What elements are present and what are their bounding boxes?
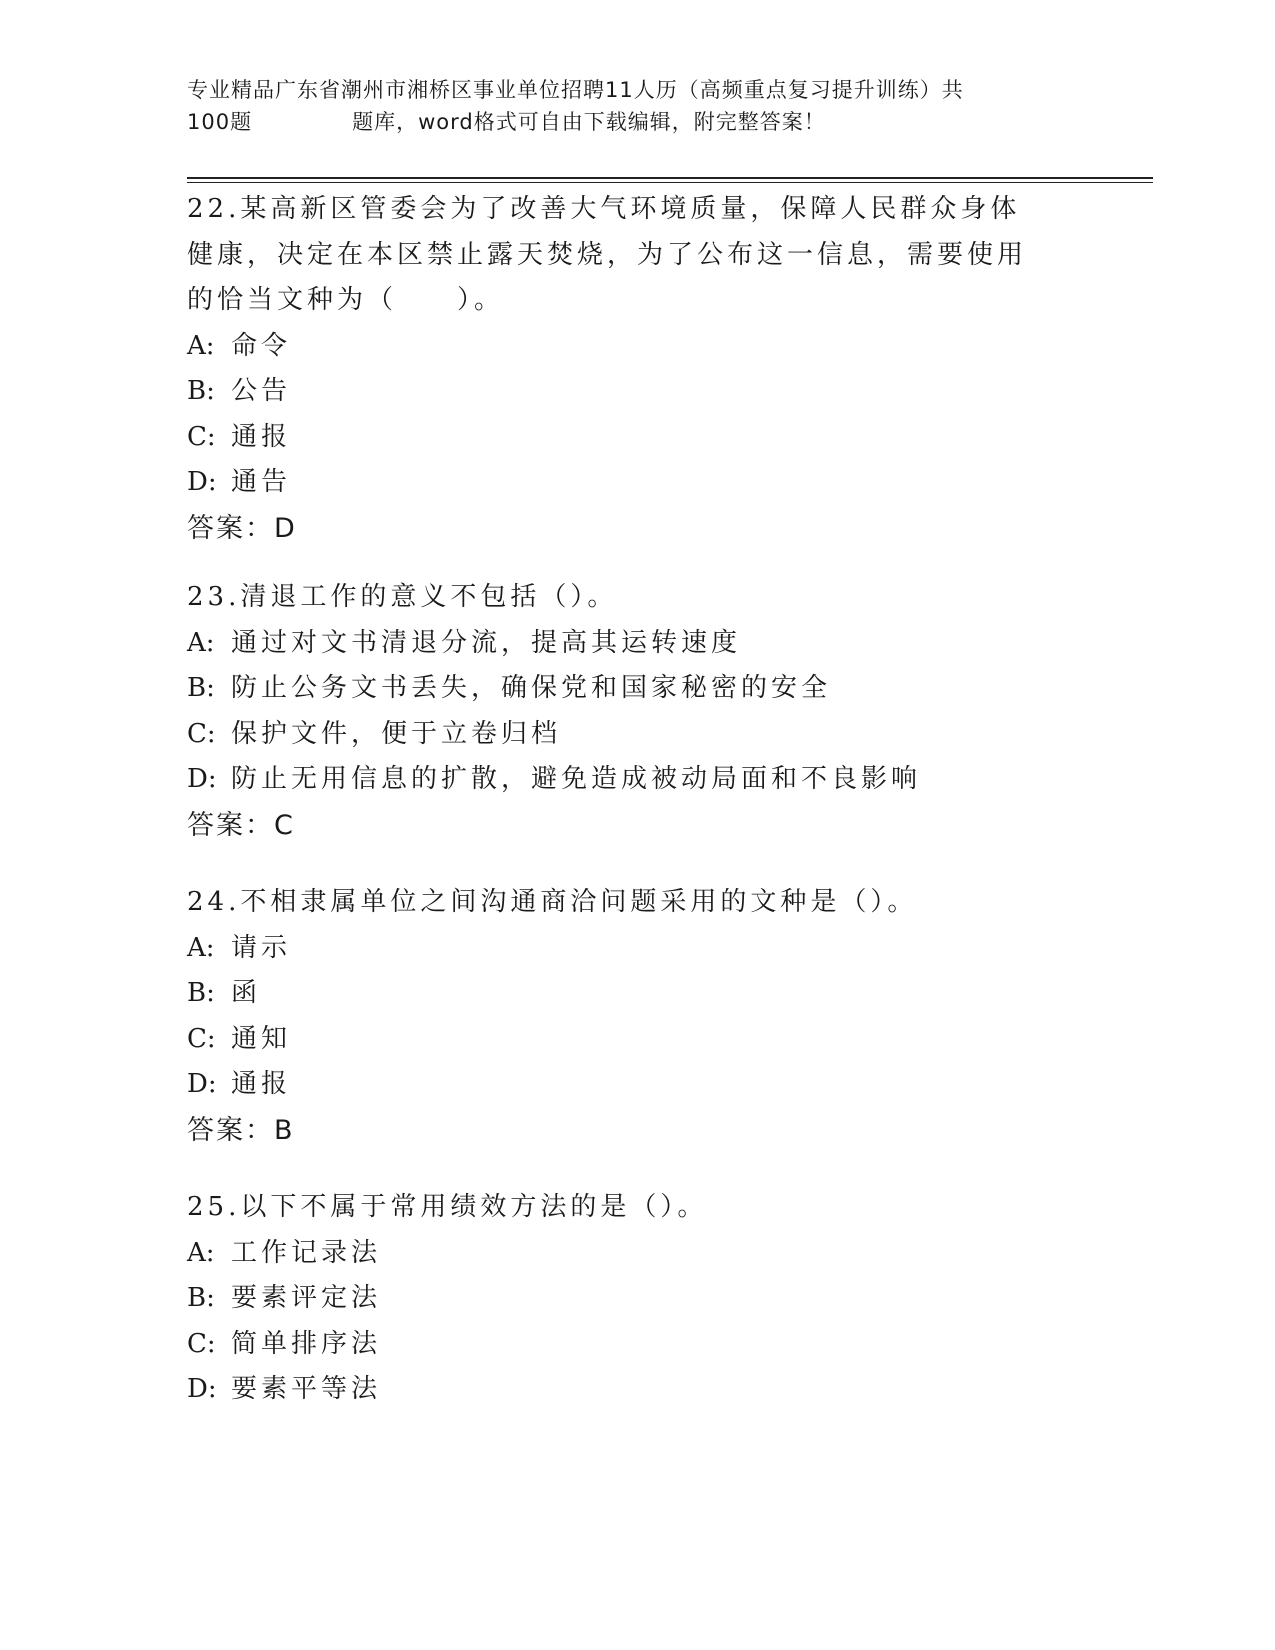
option-text: 防止公务文书丢失，确保党和国家秘密的安全	[231, 673, 832, 703]
option-text: 通报	[231, 421, 292, 452]
document-header	[187, 74, 1087, 138]
option-letter: C:	[187, 718, 216, 749]
option-a	[187, 621, 1147, 667]
option-letter: A:	[187, 1237, 215, 1268]
option-text: 防止无用信息的扩散，避免造成被动局面和不良影响	[231, 764, 922, 794]
option-letter: C:	[187, 1328, 216, 1359]
option-d	[187, 460, 1147, 506]
question-stem: 22.某高新区管委会为了改善大气环境质量，保障人民群众身体健康，决定在本区禁止露天焚烧，为了公布这一信息，需要使用的恰当文种为（ ）。	[187, 194, 1028, 315]
header-question-count: 100题	[187, 110, 253, 134]
question-23	[187, 575, 1147, 848]
answer: 答案：C	[187, 809, 295, 841]
option-text: 通过对文书清退分流，提高其运转速度	[231, 627, 742, 658]
option-text: 通告	[231, 467, 292, 497]
question-25	[187, 1185, 1147, 1413]
answer: 答案：B	[187, 1114, 295, 1146]
option-b	[187, 971, 1147, 1017]
option-text: 简单排序法	[231, 1328, 382, 1359]
option-letter: B:	[187, 376, 215, 406]
question-stem: 23.清退工作的意义不包括（）。	[187, 582, 618, 612]
header-title-line2	[187, 106, 1087, 138]
option-c	[187, 415, 1147, 461]
option-b	[187, 369, 1147, 415]
option-c	[187, 1017, 1147, 1063]
option-letter: B:	[187, 673, 215, 703]
option-a	[187, 1231, 1147, 1277]
option-a	[187, 926, 1147, 972]
answer: 答案：D	[187, 512, 297, 544]
option-b	[187, 1276, 1147, 1322]
header-title-line1: 专业精品广东省潮州市湘桥区事业单位招聘11人历（高频重点复习提升训练）共	[187, 78, 964, 102]
option-c	[187, 712, 1147, 758]
question-22	[187, 187, 1147, 551]
option-letter: B:	[187, 1283, 215, 1313]
option-letter: D:	[187, 764, 217, 794]
question-stem: 24.不相隶属单位之间沟通商洽问题采用的文种是（）。	[187, 887, 918, 917]
option-text: 要素评定法	[231, 1283, 382, 1313]
option-text: 通报	[231, 1069, 292, 1099]
header-divider-thick	[187, 177, 1153, 179]
option-letter: B:	[187, 978, 215, 1008]
option-text: 通知	[231, 1023, 292, 1054]
question-stem: 25.以下不属于常用绩效方法的是（）。	[187, 1192, 708, 1222]
option-letter: A:	[187, 932, 215, 963]
option-letter: D:	[187, 467, 217, 497]
option-text: 命令	[231, 330, 292, 361]
option-c	[187, 1322, 1147, 1368]
option-letter: C:	[187, 1023, 216, 1054]
option-letter: A:	[187, 627, 215, 658]
option-a	[187, 324, 1147, 370]
option-letter: A:	[187, 330, 215, 361]
header-description: 题库，word格式可自由下载编辑，附完整答案！	[352, 110, 826, 134]
option-text: 公告	[231, 376, 292, 406]
option-text: 要素平等法	[231, 1374, 382, 1404]
option-text: 工作记录法	[231, 1237, 382, 1268]
option-d	[187, 1367, 1147, 1413]
option-letter: C:	[187, 421, 216, 452]
question-24	[187, 880, 1147, 1153]
option-text: 请示	[231, 932, 292, 963]
option-text: 保护文件，便于立卷归档	[231, 718, 562, 749]
option-b	[187, 666, 1147, 712]
option-letter: D:	[187, 1069, 217, 1099]
option-d	[187, 757, 1147, 803]
header-divider-thin	[187, 182, 1153, 183]
option-text: 函	[231, 978, 262, 1008]
option-letter: D:	[187, 1374, 217, 1404]
option-d	[187, 1062, 1147, 1108]
